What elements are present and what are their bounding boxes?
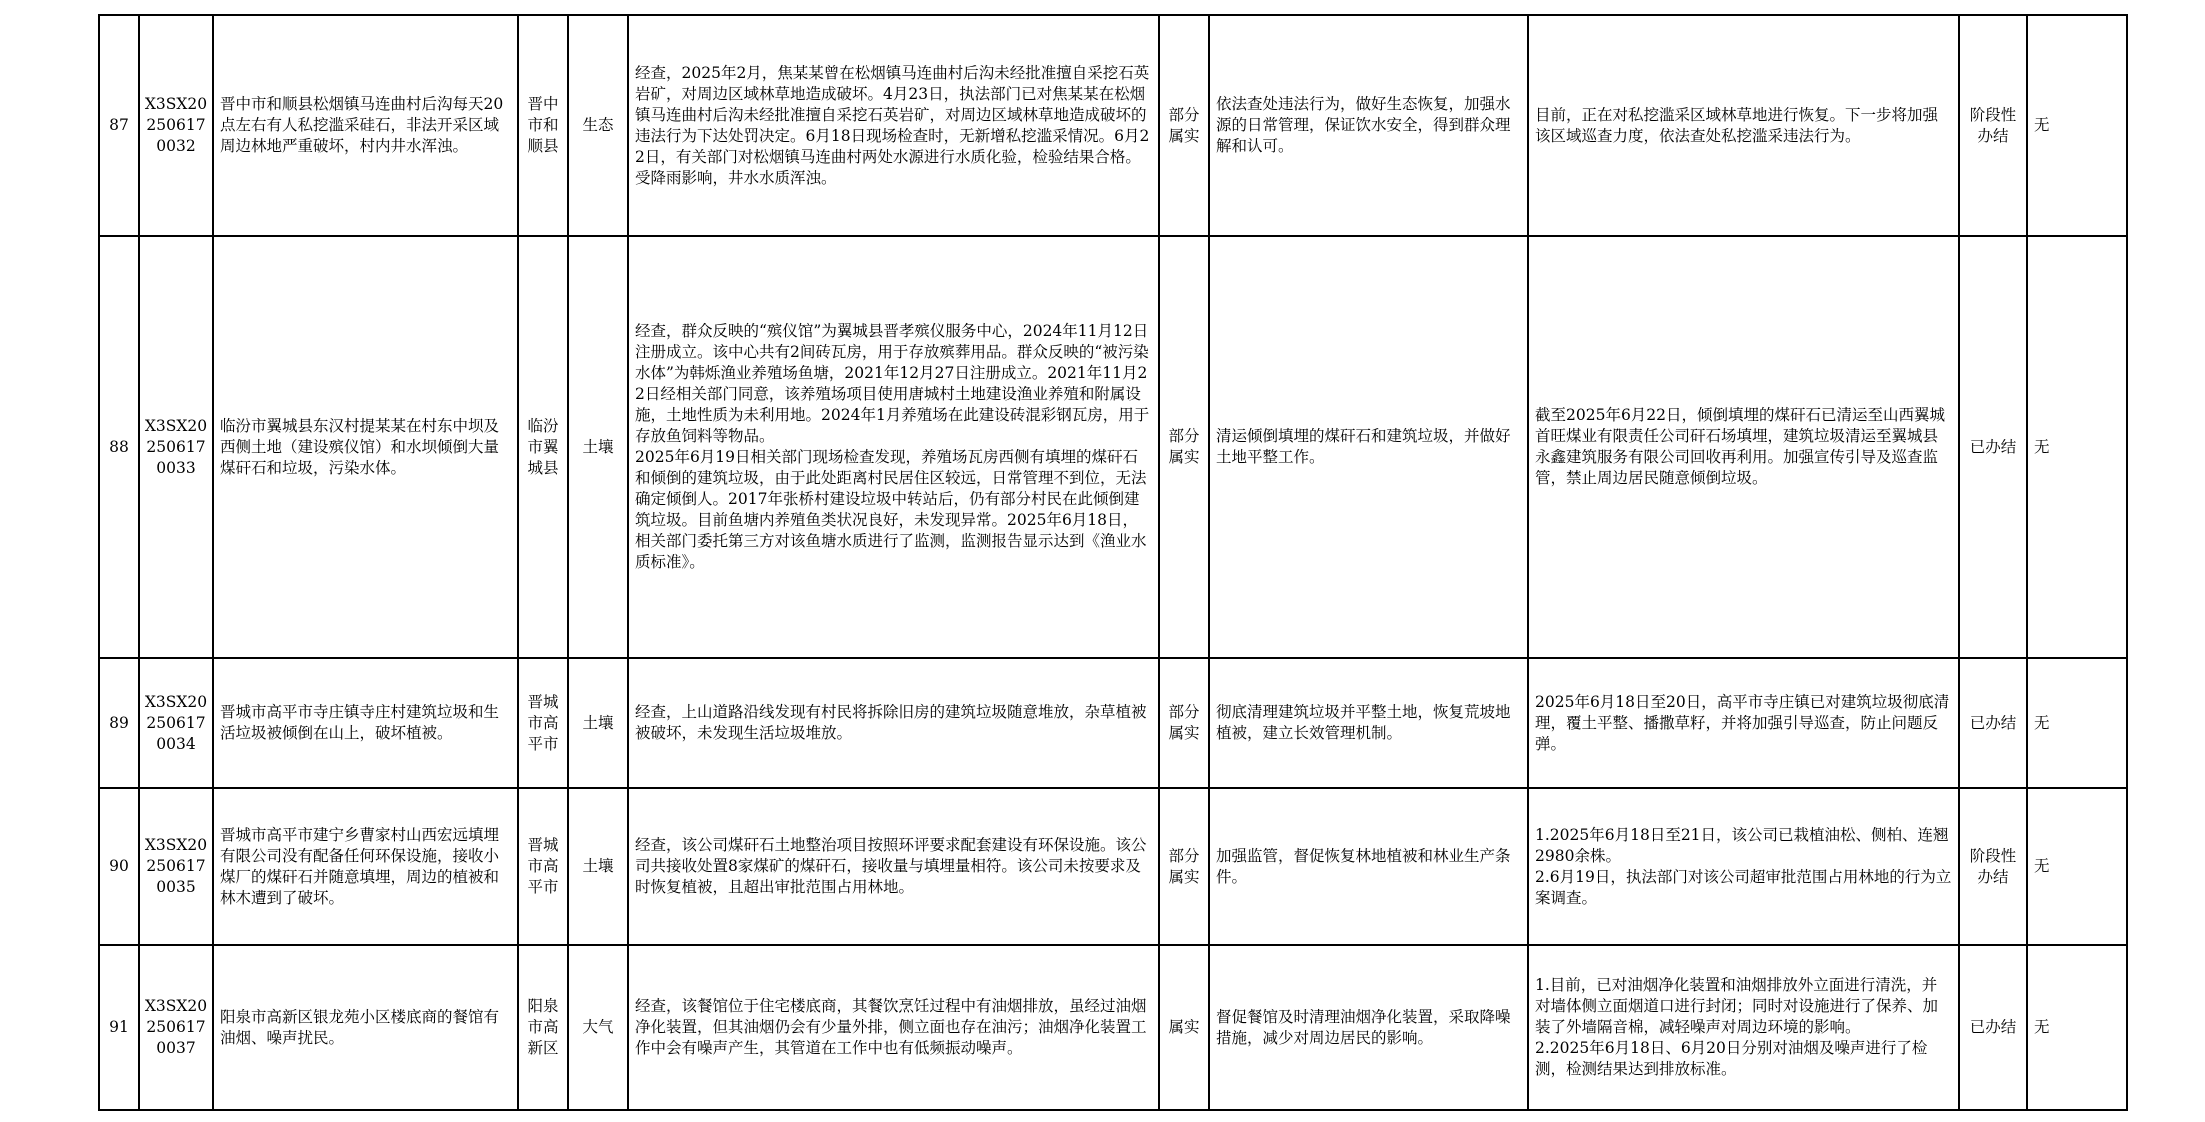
handling-measures: 清运倾倒填埋的煤矸石和建筑垃圾，并做好土地平整工作。 [1209, 236, 1528, 658]
investigation-result: 经查，该餐馆位于住宅楼底商，其餐饮烹饪过程中有油烟排放，虽经过油烟净化装置，但其油烟仍会有少量外排，侧立面也存在油污；油烟净化装置工作中会有噪声产生，其管道在工作中也有低频振动噪声。 [628, 945, 1159, 1110]
complaint-content: 晋中市和顺县松烟镇马连曲村后沟每天20点左右有人私挖滥采硅石，非法开采区域周边林地严重破坏，村内井水浑浊。 [213, 15, 518, 236]
row-number: 89 [99, 658, 139, 788]
pollution-category: 土壤 [568, 236, 628, 658]
investigation-result: 经查，2025年2月，焦某某曾在松烟镇马连曲村后沟未经批准擅自采挖石英岩矿，对周边区域林草地造成破坏。4月23日，执法部门已对焦某某在松烟镇马连曲村后沟未经批准擅自采挖石英岩矿，对周边区域林草地造成破坏的违法行为下达处罚决定。6月18日现场检查时，无新增私挖滥采情况。6月22日，有关部门对松烟镇马连曲村两处水源进行水质化验，检验结果合格。受降雨影响，井水水质浑浊。 [628, 15, 1159, 236]
row-number: 91 [99, 945, 139, 1110]
table-row [99, 15, 2127, 236]
rectification-progress: 目前，正在对私挖滥采区域林草地进行恢复。下一步将加强该区域巡查力度，依法查处私挖滥采违法行为。 [1528, 15, 1959, 236]
administrative-region: 晋城市高平市 [518, 788, 568, 945]
table-row [99, 658, 2127, 788]
case-code: X3SX20250617 0033 [139, 236, 213, 658]
completion-status: 阶段性办结 [1959, 788, 2027, 945]
table-row [99, 945, 2127, 1110]
rectification-progress: 1.2025年6月18日至21日，该公司已栽植油松、侧柏、连翘2980余株。 2.6月19日，执法部门对该公司超审批范围占用林地的行为立案调查。 [1528, 788, 1959, 945]
case-code: X3SX20250617 0034 [139, 658, 213, 788]
verification-verdict: 部分属实 [1159, 788, 1209, 945]
verification-verdict: 属实 [1159, 945, 1209, 1110]
verification-verdict: 部分属实 [1159, 15, 1209, 236]
accountability: 无 [2027, 788, 2127, 945]
rectification-progress: 截至2025年6月22日，倾倒填埋的煤矸石已清运至山西翼城首旺煤业有限责任公司矸石场填埋，建筑垃圾清运至翼城县永鑫建筑服务有限公司回收再利用。加强宣传引导及巡查监管，禁止周边居民随意倾倒垃圾。 [1528, 236, 1959, 658]
rectification-progress: 1.目前，已对油烟净化装置和油烟排放外立面进行清洗，并对墙体侧立面烟道口进行封闭；同时对设施进行了保养、加装了外墙隔音棉，减轻噪声对周边环境的影响。 2.2025年6月18日、6月20日分别对油烟及噪声进行了检测，检测结果达到排放标准。 [1528, 945, 1959, 1110]
case-code: X3SX20250617 0035 [139, 788, 213, 945]
pollution-category: 土壤 [568, 658, 628, 788]
handling-measures: 督促餐馆及时清理油烟净化装置，采取降噪措施，减少对周边居民的影响。 [1209, 945, 1528, 1110]
table-row [99, 788, 2127, 945]
row-number: 90 [99, 788, 139, 945]
complaint-content: 临汾市翼城县东汉村提某某在村东中坝及西侧土地（建设殡仪馆）和水坝倾倒大量煤矸石和垃圾，污染水体。 [213, 236, 518, 658]
accountability: 无 [2027, 658, 2127, 788]
case-code: X3SX20250617 0032 [139, 15, 213, 236]
handling-measures: 彻底清理建筑垃圾并平整土地，恢复荒坡地植被，建立长效管理机制。 [1209, 658, 1528, 788]
administrative-region: 晋中市和顺县 [518, 15, 568, 236]
case-table-page [98, 14, 2126, 1111]
row-number: 87 [99, 15, 139, 236]
administrative-region: 阳泉市高新区 [518, 945, 568, 1110]
handling-measures: 依法查处违法行为，做好生态恢复，加强水源的日常管理，保证饮水安全，得到群众理解和认可。 [1209, 15, 1528, 236]
complaint-content: 晋城市高平市建宁乡曹家村山西宏远填埋有限公司没有配备任何环保设施，接收小煤厂的煤矸石并随意填埋，周边的植被和林木遭到了破坏。 [213, 788, 518, 945]
administrative-region: 临汾市翼城县 [518, 236, 568, 658]
investigation-result: 经查，该公司煤矸石土地整治项目按照环评要求配套建设有环保设施。该公司共接收处置8家煤矿的煤矸石，接收量与填埋量相符。该公司未按要求及时恢复植被，且超出审批范围占用林地。 [628, 788, 1159, 945]
case-table [98, 14, 2128, 1111]
complaint-content: 阳泉市高新区银龙苑小区楼底商的餐馆有油烟、噪声扰民。 [213, 945, 518, 1110]
completion-status: 阶段性办结 [1959, 15, 2027, 236]
completion-status: 已办结 [1959, 658, 2027, 788]
investigation-result: 经查，上山道路沿线发现有村民将拆除旧房的建筑垃圾随意堆放，杂草植被被破坏，未发现生活垃圾堆放。 [628, 658, 1159, 788]
row-number: 88 [99, 236, 139, 658]
handling-measures: 加强监管，督促恢复林地植被和林业生产条件。 [1209, 788, 1528, 945]
completion-status: 已办结 [1959, 236, 2027, 658]
pollution-category: 生态 [568, 15, 628, 236]
accountability: 无 [2027, 15, 2127, 236]
accountability: 无 [2027, 945, 2127, 1110]
complaint-content: 晋城市高平市寺庄镇寺庄村建筑垃圾和生活垃圾被倾倒在山上，破坏植被。 [213, 658, 518, 788]
table-row [99, 236, 2127, 658]
verification-verdict: 部分属实 [1159, 236, 1209, 658]
investigation-result: 经查，群众反映的“殡仪馆”为翼城县晋孝殡仪服务中心，2024年11月12日注册成立。该中心共有2间砖瓦房，用于存放殡葬用品。群众反映的“被污染水体”为韩烁渔业养殖场鱼塘，2021年12月27日注册成立。2021年11月22日经相关部门同意，该养殖场项目使用唐城村土地建设渔业养殖和附属设施，土地性质为未利用地。2024年1月养殖场在此建设砖混彩钢瓦房，用于存放鱼饲料等物品。 2025年6月19日相关部门现场检查发现，养殖场瓦房西侧有填埋的煤矸石和倾倒的建筑垃圾，由于此处距离村民居住区较远，日常管理不到位，无法确定倾倒人。2017年张桥村建设垃圾中转站后，仍有部分村民在此倾倒建筑垃圾。目前鱼塘内养殖鱼类状况良好，未发现异常。2025年6月18日，相关部门委托第三方对该鱼塘水质进行了监测，监测报告显示达到《渔业水质标准》。 [628, 236, 1159, 658]
pollution-category: 土壤 [568, 788, 628, 945]
pollution-category: 大气 [568, 945, 628, 1110]
case-code: X3SX20250617 0037 [139, 945, 213, 1110]
verification-verdict: 部分属实 [1159, 658, 1209, 788]
administrative-region: 晋城市高平市 [518, 658, 568, 788]
completion-status: 已办结 [1959, 945, 2027, 1110]
accountability: 无 [2027, 236, 2127, 658]
rectification-progress: 2025年6月18日至20日，高平市寺庄镇已对建筑垃圾彻底清理，覆土平整、播撒草籽，并将加强引导巡查，防止问题反弹。 [1528, 658, 1959, 788]
